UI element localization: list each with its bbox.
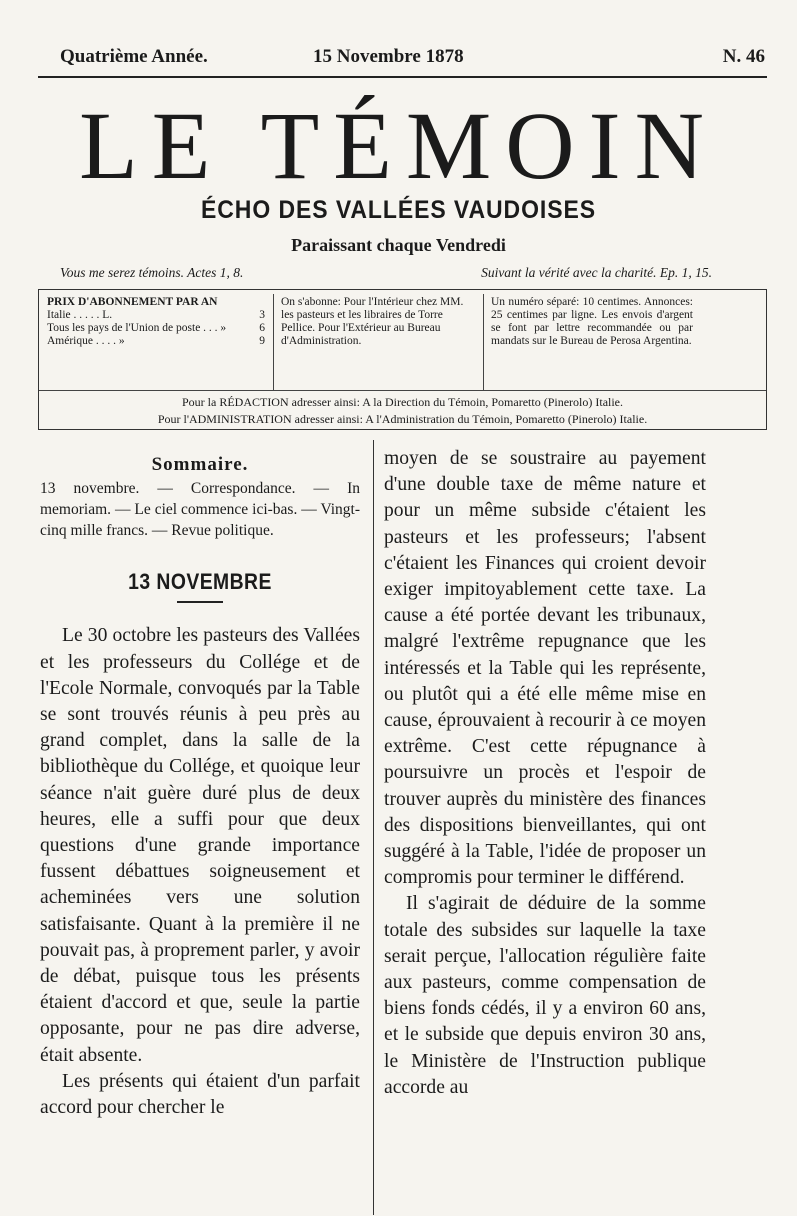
issue-header	[38, 44, 767, 78]
price-row: Italie . . . . . L. 3	[47, 309, 265, 321]
redaction-address: Pour la RÉDACTION adresser ainsi: A la Direction du Témoin, Pomaretto (Pinerolo) Italie.	[181, 395, 624, 409]
administration-address: Pour l'ADMINISTRATION adresser ainsi: A l'Administration du Témoin, Pomaretto (Pinerolo) Italie.	[157, 412, 648, 426]
box-divider	[273, 294, 274, 390]
price-list	[47, 296, 265, 348]
subscribe-info: On s'abonne: Pour l'Intérieur chez MM. les pasteurs et les libraires de Torre Pellice. Pour l'Extérieur au Bureau d'Administration.	[281, 296, 464, 347]
issue-number: N. 46	[722, 46, 765, 67]
article-paragraph: Il s'agirait de déduire de la somme totale des subsides sur laquelle la taxe serait perçue, l'allocation régulière faite aux pasteurs, comme compensation de biens fonds cédés, il y a environ 60 ans, et le subside que depuis environ 30 ans, le Ministère de l'Instruction publique accorde au	[384, 893, 706, 1098]
issue-date: 15 Novembre 1878	[313, 46, 464, 67]
sommaire-title: Sommaire.	[151, 454, 249, 475]
sommaire-text: 13 novembre. — Correspondance. — In memoriam. — Le ciel commence ici-bas. — Vingt-cinq mille francs. — Revue politique.	[40, 480, 360, 540]
article-paragraph: moyen de se soustraire au payement d'une double taxe de même nature et pour un même subside c'étaient les pasteurs et les professeurs; l'absent c'étaient les Finances qui croient devoir exiger impitoyablement cette taxe. La cause a été portée devant les tribunaux, malgré l'extrême repugnance que les intéressés et la Table qui les représente, ou plutôt qui a été elle même mise en cause, éprouvaient à recourir à ce moyen extrême. C'est cette répugnance à poursuivre un procès et l'espoir de trouver auprès du ministère des finances des dispositions bienveillantes, qui ont suggéré à la Table, l'idée de proposer un compromis pour terminer le différend.	[384, 448, 706, 889]
motto-left: Vous me serez témoins. Actes 1, 8.	[60, 265, 244, 280]
issue-year: Quatrième Année.	[60, 46, 208, 67]
box-divider	[483, 294, 484, 390]
header-rule	[38, 76, 767, 78]
left-column	[40, 452, 360, 1121]
right-column	[384, 446, 706, 1101]
article-paragraph: Le 30 octobre les pasteurs des Vallées et les professeurs du Collége et de l'Ecole Normale, convoqués par la Table se sont trouvés réunis à peu près au grand complet, dans la salle de la bibliothèque du Collége, et quoique leur séance n'ait guère duré plus de deux heures, elle a suffi pour que deux questions d'une grande importance fussent débattues soigneusement et acheminées vers une solution satisfaisante. Quant à la première il ne pouvait pas, à proprement parler, y avoir de débat, puisque tous les présents étaient d'accord et que, seule la partie opposante, pour ne pas dire adverse, était absente.	[40, 625, 360, 1066]
subscription-box	[38, 289, 767, 430]
article-title: 13 NOVEMBRE	[128, 569, 272, 595]
newspaper-subtitle: ÉCHO DES VALLÉES VAUDOISES	[201, 196, 596, 224]
column-divider	[373, 440, 374, 1215]
title-dash	[177, 601, 223, 603]
price-row: Amérique . . . . » 9	[47, 335, 265, 347]
newspaper-title: LE TÉMOIN	[79, 92, 718, 199]
article-paragraph: Les présents qui étaient d'un parfait accord pour chercher le	[40, 1070, 360, 1119]
publication-frequency: Paraissant chaque Vendredi	[291, 235, 506, 255]
address-lines	[39, 390, 766, 428]
price-row: Tous les pays de l'Union de poste . . . » 6	[47, 322, 265, 334]
motto-right: Suivant la vérité avec la charité. Ep. 1, 15.	[481, 265, 712, 280]
price-heading: PRIX D'ABONNEMENT PAR AN	[47, 296, 218, 308]
rates-info: Un numéro séparé: 10 centimes. Annonces: 25 centimes par ligne. Les envois d'argent se font par lettre recommandée ou par mandats sur le Bureau de Perosa Argentina.	[491, 296, 693, 347]
